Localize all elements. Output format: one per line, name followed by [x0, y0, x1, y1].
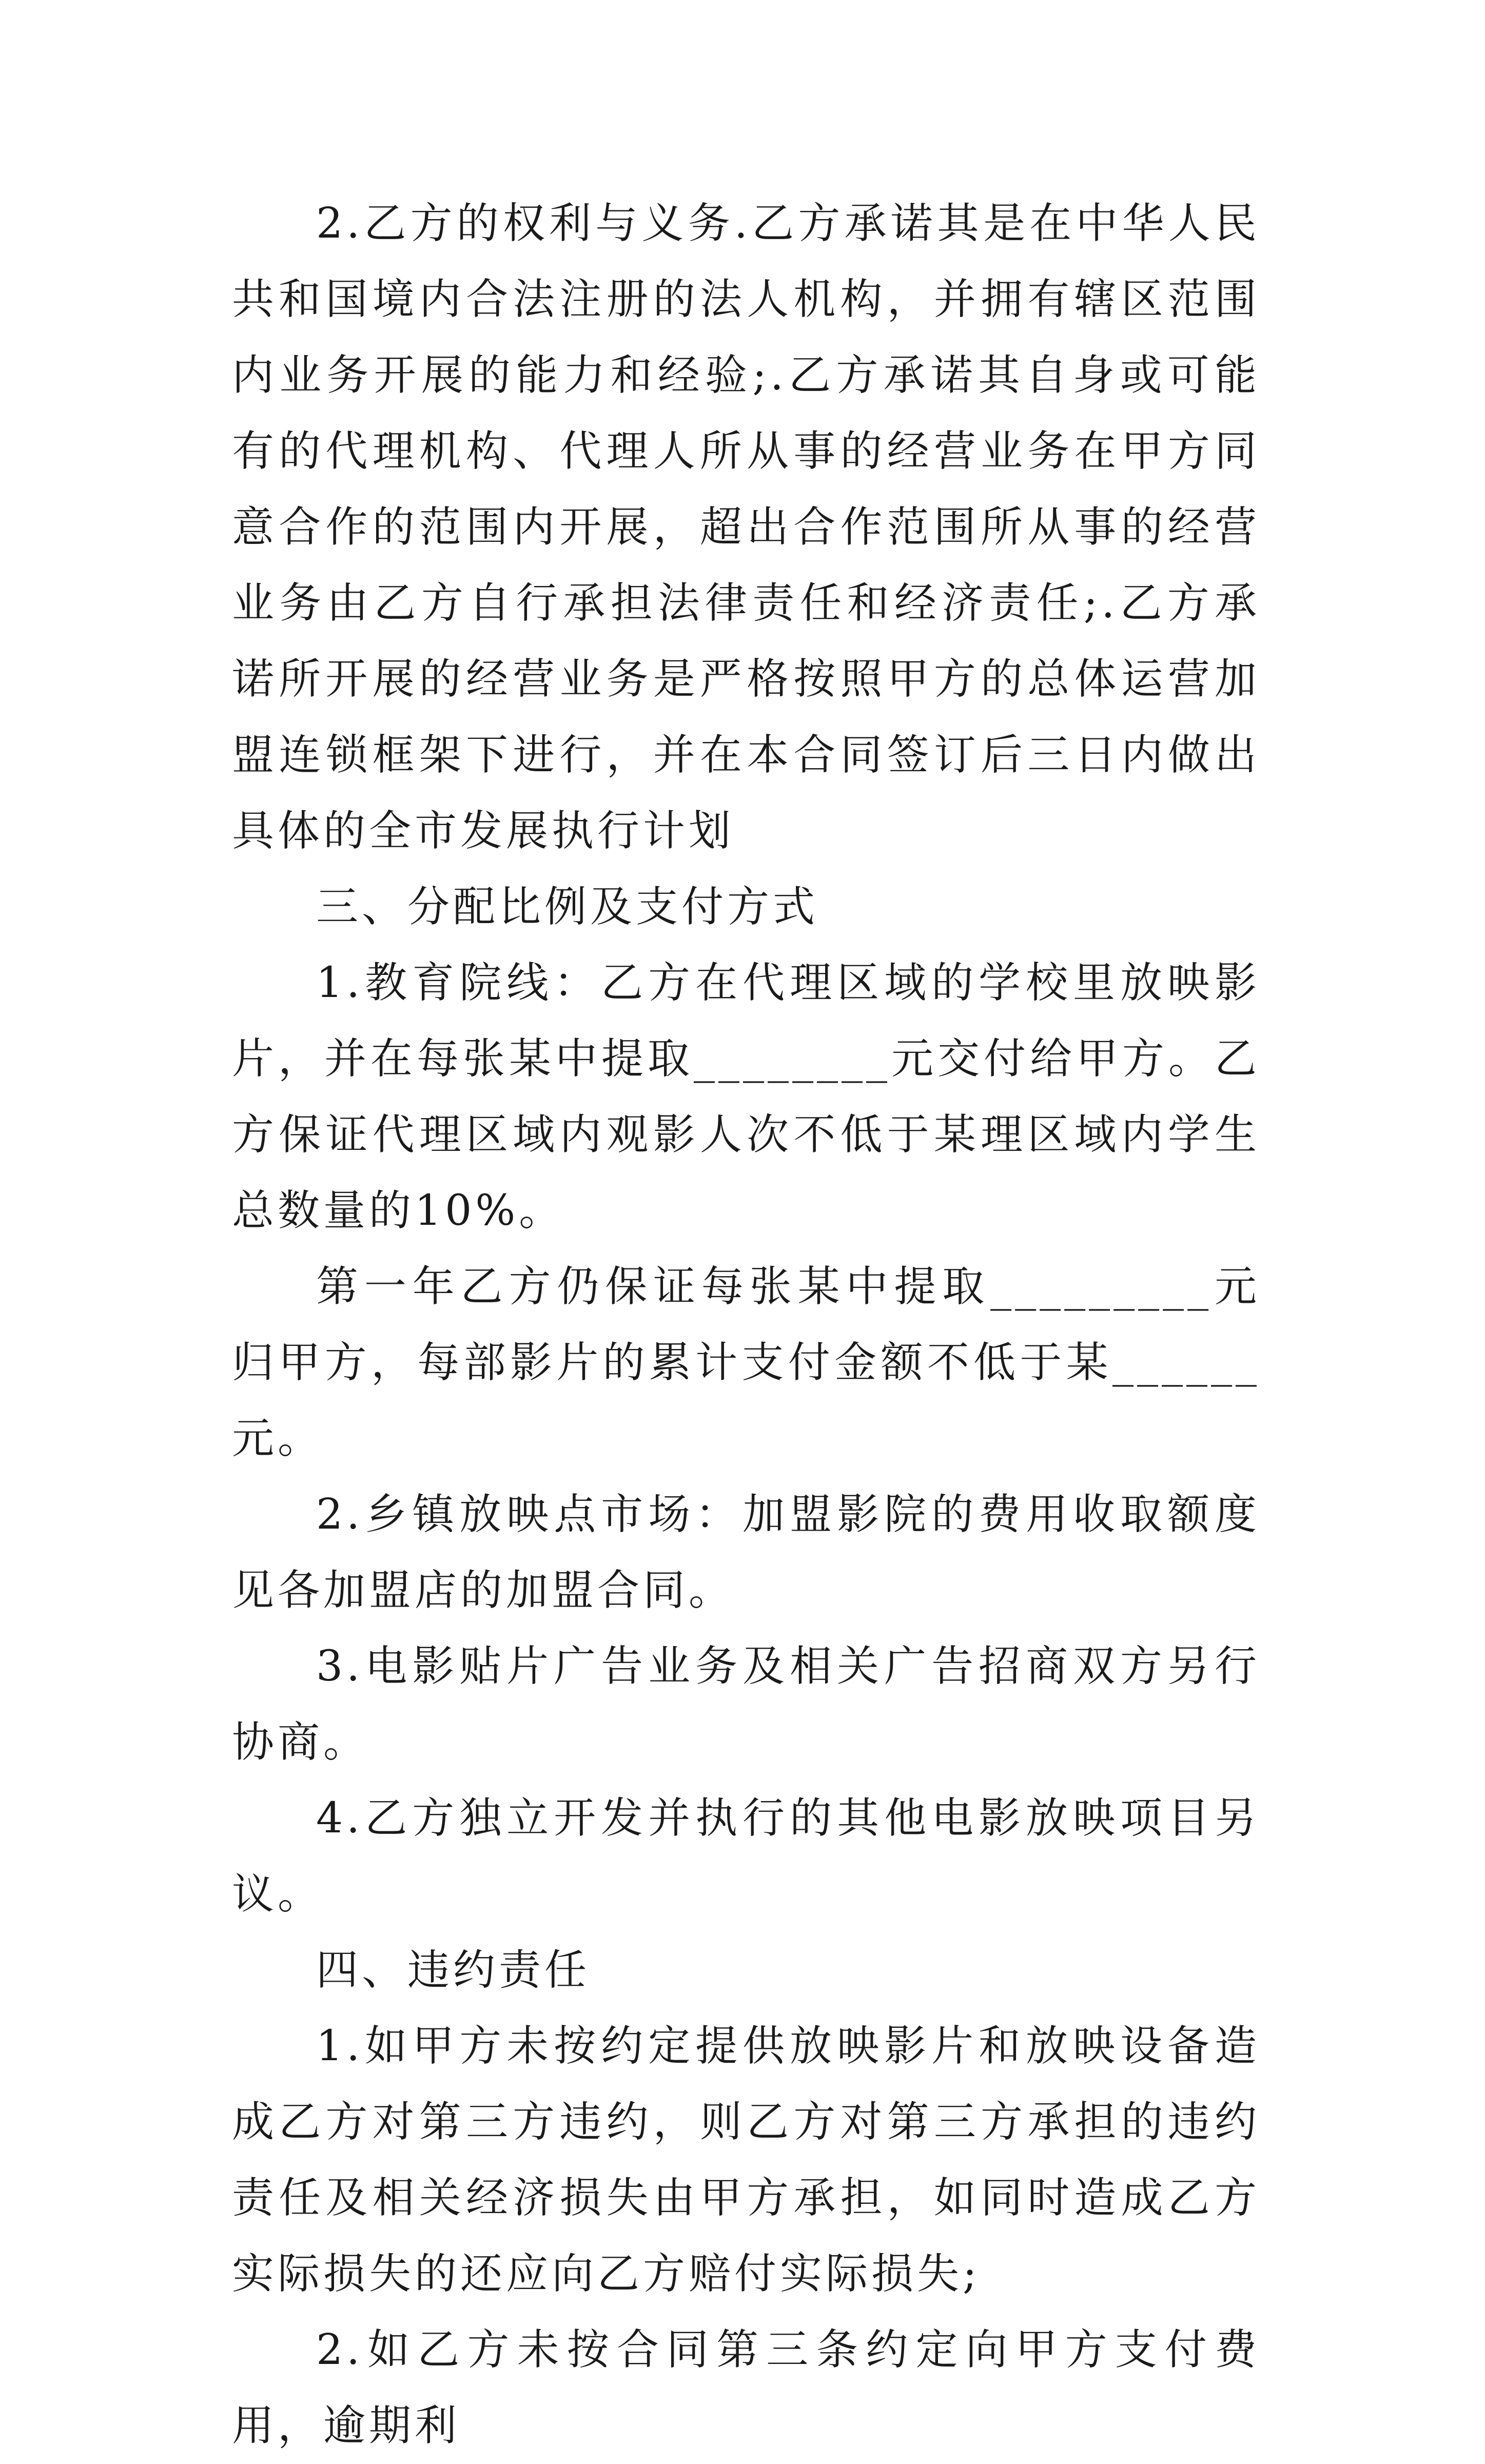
paragraph-education-cinema: 1.教育院线：乙方在代理区域的学校里放映影片，并在每张某中提取________元交付给甲方。乙方保证代理区域内观影人次不低于某理区域内学生总数量的10%。	[232, 959, 1260, 1235]
document-body	[232, 186, 1260, 2464]
paragraph-rights-obligations: 2.乙方的权利与义务.乙方承诺其是在中华人民共和国境内合法注册的法人机构，并拥有辖区范围内业务开展的能力和经验;.乙方承诺其自身或可能有的代理机构、代理人所从事的经营业务在甲方同意合作的范围内开展，超出合作范围所从事的经营业务由乙方自行承担法律责任和经济责任;.乙方承诺所开展的经营业务是严格按照甲方的总体运营加盟连锁框架下进行，并在本合同签订后三日内做出具体的全市发展执行计划	[232, 199, 1260, 855]
paragraph-party-b-breach: 2.如乙方未按合同第三条约定向甲方支付费用，逾期利	[232, 2325, 1260, 2450]
paragraph-advertising: 3.电影贴片广告业务及相关广告招商双方另行协商。	[232, 1642, 1260, 1767]
section-heading-breach: 四、违约责任	[316, 1946, 591, 1994]
paragraph-first-year: 第一年乙方仍保证每张某中提取_________元归甲方，每部影片的累计支付金额不低于某______元。	[232, 1262, 1260, 1463]
section-heading-distribution: 三、分配比例及支付方式	[316, 883, 819, 931]
paragraph-township-market: 2.乡镇放映点市场：加盟影院的费用收取额度见各加盟店的加盟合同。	[232, 1490, 1260, 1615]
paragraph-other-projects: 4.乙方独立开发并执行的其他电影放映项目另议。	[232, 1794, 1260, 1919]
paragraph-party-a-breach: 1.如甲方未按约定提供放映影片和放映设备造成乙方对第三方违约，则乙方对第三方承担的违约责任及相关经济损失由甲方承担，如同时造成乙方实际损失的还应向乙方赔付实际损失;	[232, 2022, 1260, 2298]
